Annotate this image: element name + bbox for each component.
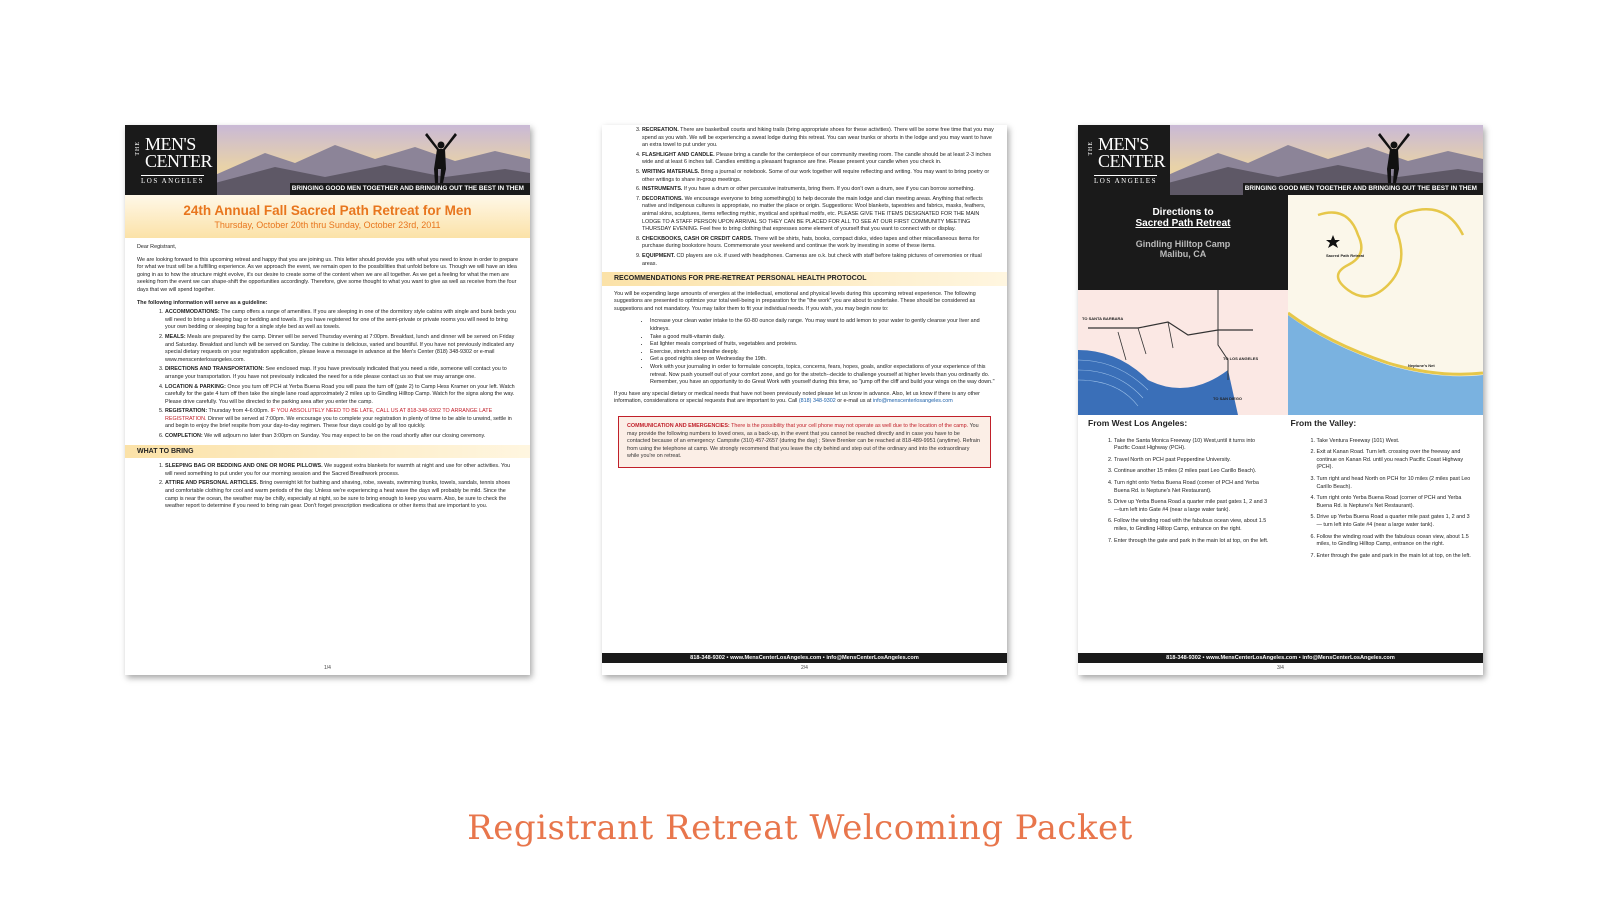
emergency-notice-box: COMMUNICATION AND EMERGENCIES: There is the possibility that your cell phone may not operate as well due to the location of the camp. You may provide the following numbers to loved ones, as a back-up, in the event that you cannot be reached directly and in case you have to be contacted because of an emergency: Campsite (310) 457-2657 (during the day) ; Steve Brenker can be reached at 818-489-9951 (anytime). Refrain from using the telephone at camp. We strongly recommend that you leave the city behind and step out of the ordinary and into the extraordinary while you're on retreat. xyxy=(618,416,991,468)
list-item: 6. COMPLETION: We will adjourn no later than 3:00pm on Sunday. You may expect to be on the road shortly after our closing ceremony. xyxy=(165,433,518,441)
retreat-title: 24th Annual Fall Sacred Path Retreat for Men xyxy=(183,203,472,218)
list-item: • Exercise, stretch and breathe deeply. xyxy=(650,349,995,357)
page-number: 1/4 xyxy=(324,665,331,671)
contact-footer: 818-348-9302 • www.MensCenterLosAngeles.com • info@MensCenterLosAngeles.com xyxy=(602,653,1007,663)
health-bullets xyxy=(614,318,995,386)
list-item: 7. Enter through the gate and park in the main lot at top, on the left. xyxy=(1114,538,1271,546)
star-icon xyxy=(1326,235,1340,248)
list-item: 1. Take the Santa Monica Freeway (10) West,until it turns into Pacific Coast Highway (PCH). xyxy=(1114,438,1271,453)
health-intro: You will be expending large amounts of energies at the intellectual, emotional and physical levels during this upcoming retreat experience. The following suggestions are presented to optimize your total well-being in preparation for the "the work" you are about to undertake. These should be considered as suggestions and not mandatory. You may tailor them to fit your individual needs. If you wish, you may begin now to: xyxy=(614,290,976,312)
list-item: 1. Take Ventura Freeway (101) West. xyxy=(1317,438,1474,446)
list-item: 1. SLEEPING BAG OR BEDDING AND ONE OR MORE PILLOWS. We suggest extra blankets for warmth at night and use for other activities. You will need something to put under you for our morning session and the Sacred Breathwork process. xyxy=(165,463,518,478)
local-map xyxy=(1288,195,1483,415)
greeting: Dear Registrant, xyxy=(137,244,177,250)
contact-footer: 818-348-9302 • www.MensCenterLosAngeles.com • info@MensCenterLosAngeles.com xyxy=(1078,653,1483,663)
packet-page-1 xyxy=(125,125,530,675)
list-item: 5. Drive up Yerba Buena Road a quarter mile past gates 1, 2 and 3 — turn left into Gate #4 (near a large water tank). xyxy=(1317,514,1474,529)
column-heading: From West Los Angeles: xyxy=(1088,418,1188,428)
list-item: 9. EQUIPMENT. CD players are o.k. if used with headphones. Cameras are o.k. but check with staff before taking pictures of ceremonies or ritual areas. xyxy=(642,253,995,268)
email-link[interactable]: info@menscenterlosangeles.com xyxy=(872,398,953,405)
list-item: 4. Turn right onto Yerba Buena Road (corner of PCH and Yerba Buena Rd. is Neptune's Net Restaurant). xyxy=(1317,495,1474,510)
guideline-lead: The following information will serve as a guideline: xyxy=(137,299,268,306)
tagline: BRINGING GOOD MEN TOGETHER AND BRINGING OUT THE BEST IN THEM xyxy=(1243,183,1483,195)
list-item: • Eat lighter meals comprised of fruits, vegetables and proteins. xyxy=(650,341,995,349)
valley-directions xyxy=(1281,420,1484,564)
page2-body xyxy=(602,125,1007,474)
list-item: 4. LOCATION & PARKING: Once you turn off PCH at Yerba Buena Road you will pass the turn off (gate 2) to Camp Hess Kramer on your left. Watch carefully for the gate 4 turn off then take the single lane road approximately 2 miles up to Gindling Hilltop Camp. Watch for the signs along the way. Please drive carefully. You will be directed to the parking area after you enter the camp. xyxy=(165,384,518,407)
svg-text:TO LOS ANGELES: TO LOS ANGELES xyxy=(1223,356,1259,361)
west-la-directions xyxy=(1078,420,1281,564)
closing-paragraph: If you have any special dietary or medical needs that have not been previously noted please let us know in advance. Also, let us know if there is any other information, considerations or special requests that are important to you. Call (818) 348-9302 or e-mail us at info@menscenterlosangeles.com xyxy=(614,390,980,405)
header-banner xyxy=(1078,125,1483,195)
list-item: 4. Turn right onto Yerba Buena Road (corner of PCH and Yerba Buena Rd. is Neptune's Net Restaurant). xyxy=(1114,480,1271,495)
list-item: 3. DIRECTIONS AND TRANSPORTATION: See enclosed map. If you have previously indicated that you need a ride, someone will contact you to arrange your transportation. If you have not previously indicated the need for a ride please contact us so that we may arrange one. xyxy=(165,366,518,381)
packet-page-3 xyxy=(1078,125,1483,675)
page-number: 2/4 xyxy=(801,665,808,671)
directions-columns xyxy=(1078,420,1483,564)
retreat-dates: Thursday, October 20th thru Sunday, October 23rd, 2011 xyxy=(214,220,441,230)
svg-text:TO SANTA BARBARA: TO SANTA BARBARA xyxy=(1082,316,1124,321)
mens-center-logo: THE MEN'S CENTER LOS ANGELES xyxy=(125,125,217,195)
letter-body xyxy=(125,238,530,521)
packet-page-2 xyxy=(602,125,1007,675)
column-heading: From the Valley: xyxy=(1290,418,1357,428)
list-item: 3. Continue another 15 miles (2 miles past Leo Carillo Beach). xyxy=(1114,468,1271,476)
list-item: 6. Follow the winding road with the fabulous ocean view, about 1.5 miles, to Gindling Hilltop Camp, entrance on the right. xyxy=(1317,534,1474,549)
list-item: 3. Turn right and head North on PCH for 10 miles (2 miles past Leo Carillo Beach). xyxy=(1317,476,1474,491)
list-item: 6. Follow the winding road with the fabulous ocean view, about 1.5 miles, to Gindling Hilltop Camp, entrance on the right. xyxy=(1114,518,1271,533)
svg-text:TO SAN DIEGO: TO SAN DIEGO xyxy=(1213,396,1243,401)
section-header-health-protocol: RECOMMENDATIONS FOR PRE-RETREAT PERSONAL HEALTH PROTOCOL xyxy=(602,272,1007,286)
svg-text:Sacred Path Retreat: Sacred Path Retreat xyxy=(1326,253,1365,258)
packet-caption: Registrant Retreat Welcoming Packet xyxy=(467,808,1133,848)
list-item: 4. FLASHLIGHT AND CANDLE. Please bring a candle for the centerpiece of our community meeting room. The candle should be at least 2-3 inches wide and at least 6 inches tall. Candles emitting a pleasant fragrance are fine. Please present your candle when you check in. xyxy=(642,152,995,167)
list-item: 8. CHECKBOOKS, CASH OR CREDIT CARDS. There will be shirts, hats, books, compact disks, video tapes and other miscellaneous items for purchase during bookstore hours. Commemorate your weekend and continue the work by investing in some of these items. xyxy=(642,236,995,251)
bring-list xyxy=(137,463,518,511)
list-item: • Increase your clean water intake to the 60-80 ounce daily range. You may want to add lemon to your water to gently cleanse your liver and kidneys. xyxy=(650,318,995,333)
title-box xyxy=(125,195,530,238)
list-item: 5. Drive up Yerba Buena Road a quarter mile past gates 1, 2 and 3 —turn left into Gate #4 (near a large water tank). xyxy=(1114,499,1271,514)
list-item: 5. REGISTRATION: Thursday from 4-6:00pm. IF YOU ABSOLUTELY NEED TO BE LATE, CALL US AT 818-348-9302 TO ARRANGE LATE REGISTRATION. Dinner will be served at 7:00pm. We encourage you to complete your registration in plenty of time to be able to unwind, settle in and begin to enjoy the brief respite from your day-to-day regimen. These four days could go by all too quickly. xyxy=(165,408,518,431)
list-item: 2. Travel North on PCH past Pepperdine University. xyxy=(1114,457,1271,465)
list-item: 2. ATTIRE AND PERSONAL ARTICLES. Bring overnight kit for bathing and shaving, robe, sweats, swimming trunks, towels, sandals, tennis shoes and comfortable clothing for cool and warm periods of the day. Unless we're experiencing a heat wave the days will probably be mild. Since the camp is near the ocean, the weather may be chilly, especially at night, so be sure to bring enough to keep you warm. Also, be sure to check the weather report to determine if you need to bring rain gear. Don't forget prescription medications or other items that are important to you. xyxy=(165,480,518,510)
list-item: 7. DECORATIONS. We encourage everyone to bring something(s) to help decorate the main lodge and clan meeting areas. Anything that reflects native and indigenous cultures is appropriate, no matter the place or origin. Suggestions: Wool blankets, tapestries and fabrics, masks, feathers, animal skins, sculptures, items reflecting mythic, mystical and spiritual motifs, etc. PLEASE GIVE THE ITEMS DESIGNATED FOR THE MAIN LODGE TO A STAFF PERSON UPON ARRIVAL SO THEY CAN BE PLACED FOR ALL TO SEE AT OUR FIRST COMMUNITY MEETING THURSDAY EVENING. Feel free to bring clothing that expresses some element of yourself that you want to connect with or display. xyxy=(642,196,995,234)
guideline-list xyxy=(137,309,518,441)
list-item: 1. ACCOMMODATIONS: The camp offers a range of amenities. If you are sleeping in one of the dormitory style cabins with single and bunk beds you will need to bring a sleeping bag or bedding and towels. If you have registered for one of the semi-private or private rooms you will need to bring your own bedding or sleeping bag for a single style bed as well as towels. xyxy=(165,309,518,332)
list-item: 7. Enter through the gate and park in the main lot at top, on the left. xyxy=(1317,553,1474,561)
regional-map xyxy=(1078,290,1288,415)
bring-list-continued xyxy=(614,127,995,268)
list-item: • Work with your journaling in order to formulate concepts, topics, concerns, fears, hopes, goals, and/or expectations of your experience of this retreat. Now push yourself out of your comfort zone, and go for the stretch--decide to challenge yourself at higher levels than you ordinarily do. Remember, you have an opportunity to do Great Work with yourself during this time, so "jump off the cliff and build your wings on the way down." xyxy=(650,364,995,387)
list-item: 2. MEALS: Meals are prepared by the camp. Dinner will be served Thursday evening at 7:00pm. Breakfast, lunch and dinner will be served on Friday and Saturday. Breakfast and lunch will be served on Sunday. The cuisine is delicious, varied and bountiful. If you have not previously indicated any special dietary requests on your registration application, please leave a message in advance at the Men's Center (818) 348-9302 or e-mail www.menscenterlosangeles.com. xyxy=(165,334,518,364)
list-item: • Get a good nights sleep on Wednesday the 19th. xyxy=(650,356,995,364)
list-item: 5. WRITING MATERIALS. Bring a journal or notebook. Some of our work together will require reflecting and writing. You may want to bring poetry or other writings to share in-group meetings. xyxy=(642,169,995,184)
intro-paragraph: We are looking forward to this upcoming retreat and happy that you are joining us. This letter should provide you with what you need to know in order to prepare for what we trust will be a fulfilling experience. As we approach the event, we remain open to the possibilities that unfold before us. Though we will have an idea going in as to how the structure might evolve, it's our desire to create some of the content when we are all together. As we get a feeling for what the men are seeking from the event we can shape-shift the opportunities accordingly. Therefore, give some thought to what you want to give as well as receive from the four days that we will spend together. xyxy=(137,256,518,293)
header-banner xyxy=(125,125,530,195)
list-item: 3. RECREATION. There are basketball courts and hiking trails (bring appropriate shoes for these activities). There will be some free time that you may spend as you wish. We will be experiencing a sweat lodge during this retreat. You can wear trunks or shorts in the lodge and you may want to have an extra towel to put under you. xyxy=(642,127,995,150)
tagline: BRINGING GOOD MEN TOGETHER AND BRINGING OUT THE BEST IN THEM xyxy=(290,183,530,195)
phone-link[interactable]: (818) 348-9302 xyxy=(798,398,836,405)
list-item: 6. INSTRUMENTS. If you have a drum or other percussive instruments, bring them. If you don't own a drum, see if you can borrow something. xyxy=(642,186,995,194)
page-number: 3/4 xyxy=(1277,665,1284,671)
directions-title-box: Directions to Sacred Path Retreat Gindling Hilltop Camp Malibu, CA xyxy=(1078,195,1288,290)
section-header-what-to-bring: WHAT TO BRING xyxy=(125,445,530,459)
list-item: • Take a good multi-vitamin daily. xyxy=(650,334,995,342)
list-item: 2. Exit at Kanan Road. Turn left. crossing over the freeway and continue on Kanan Rd. until you reach Pacific Coast Highway (PCH). xyxy=(1317,449,1474,472)
mens-center-logo: THE MEN'S CENTER LOS ANGELES xyxy=(1078,125,1170,195)
svg-text:Neptune's Net: Neptune's Net xyxy=(1408,363,1435,368)
